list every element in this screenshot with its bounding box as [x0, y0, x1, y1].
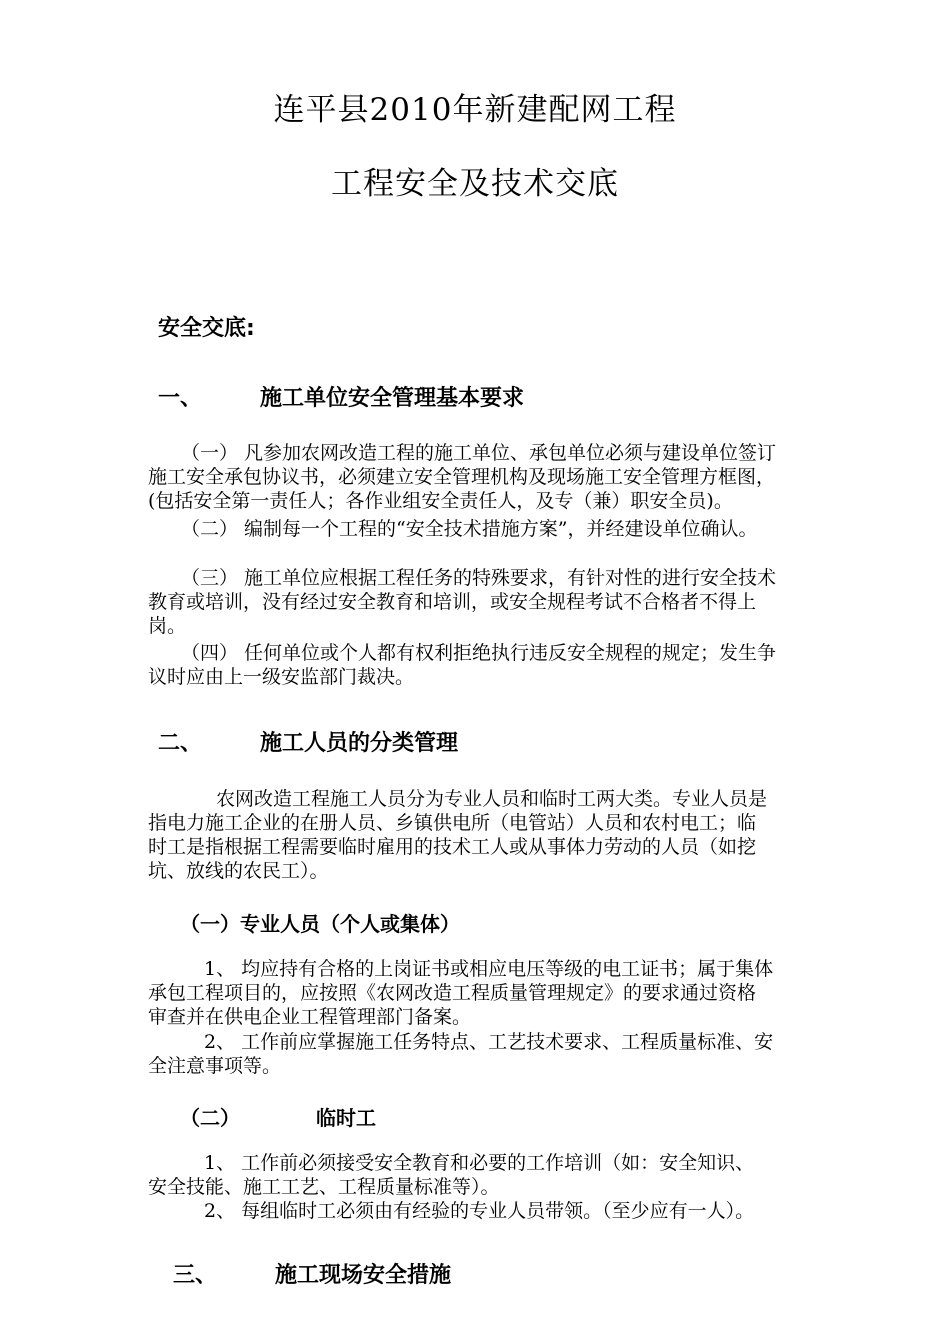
text-line: 1、 工作前必须接受安全教育和必要的工作培训（如：安全知识、	[204, 1152, 755, 1174]
text-line: （四） 任何单位或个人都有权利拒绝执行违反安全规程的规定；发生争	[181, 642, 777, 664]
section2-intro	[148, 787, 876, 883]
subsection1-item-2	[148, 1030, 876, 1078]
subsection1-heading: （一）专业人员（个人或集体）	[180, 912, 460, 936]
section3-number: 三、	[173, 1263, 218, 1288]
text-line: 审查并在供电企业工程管理部门备案。	[148, 1006, 472, 1028]
section1-paragraph-2	[148, 517, 876, 541]
subsection2-item-1	[148, 1151, 876, 1199]
text-line: 议时应由上一级安监部门裁决。	[148, 666, 415, 688]
document-subtitle: 工程安全及技术交底	[331, 166, 619, 202]
text-line: （二） 编制每一个工程的“安全技术措施方案”，并经建设单位确认。	[181, 518, 758, 540]
section1-paragraph-1	[148, 441, 876, 513]
text-line: （一） 凡参加农网改造工程的施工单位、承包单位必须与建设单位签订	[181, 442, 777, 464]
text-line: 2、 每组临时工必须由有经验的专业人员带领。（至少应有一人）。	[204, 1200, 755, 1222]
section1-heading: 施工单位安全管理基本要求	[260, 386, 525, 411]
text-line: 岗。	[148, 615, 187, 637]
text-line: 1、 均应持有合格的上岗证书或相应电压等级的电工证书；属于集体	[204, 958, 774, 980]
section2-number: 二、	[158, 731, 203, 756]
text-line: 时工是指根据工程需要临时雇用的技术工人或从事体力劳动的人员（如挖	[148, 836, 757, 858]
section1-paragraph-3	[148, 566, 876, 638]
subsection1-item-1	[148, 957, 876, 1029]
text-line: 2、 工作前应掌握施工任务特点、工艺技术要求、工程质量标准、安	[204, 1031, 774, 1053]
document-title: 连平县2010年新建配网工程	[273, 92, 677, 128]
text-line: 承包工程项目的，应按照《农网改造工程质量管理规定》的要求通过资格	[148, 982, 757, 1004]
subsection2-item-2	[148, 1199, 876, 1223]
safety-label: 安全交底:	[158, 316, 255, 341]
text-line: 教育或培训，没有经过安全教育和培训，或安全规程考试不合格者不得上	[148, 591, 757, 613]
text-line: 指电力施工企业的在册人员、乡镇供电所（电管站）人员和农村电工；临	[148, 812, 757, 834]
text-line: 农网改造工程施工人员分为专业人员和临时工两大类。专业人员是	[216, 788, 768, 810]
text-line: 安全技能、施工工艺、工程质量标准等）。	[148, 1176, 500, 1198]
text-line: 全注意事项等。	[148, 1055, 282, 1077]
section2-heading: 施工人员的分类管理	[260, 731, 459, 756]
subsection2-number: （二）	[180, 1106, 240, 1130]
section1-number: 一、	[158, 386, 203, 411]
section1-paragraph-4	[148, 641, 876, 689]
section3-heading: 施工现场安全措施	[275, 1263, 452, 1288]
text-line: 坑、放线的农民工）。	[148, 860, 329, 882]
subsection2-heading: 临时工	[316, 1106, 376, 1130]
text-line: （三） 施工单位应根据工程任务的特殊要求，有针对性的进行安全技术	[181, 567, 777, 589]
text-line: 施工安全承包协议书，必须建立安全管理机构及现场施工安全管理方框图，	[148, 466, 776, 488]
text-line: (包括安全第一责任人；各作业组安全责任人，及专（兼）职安全员)。	[148, 490, 733, 512]
